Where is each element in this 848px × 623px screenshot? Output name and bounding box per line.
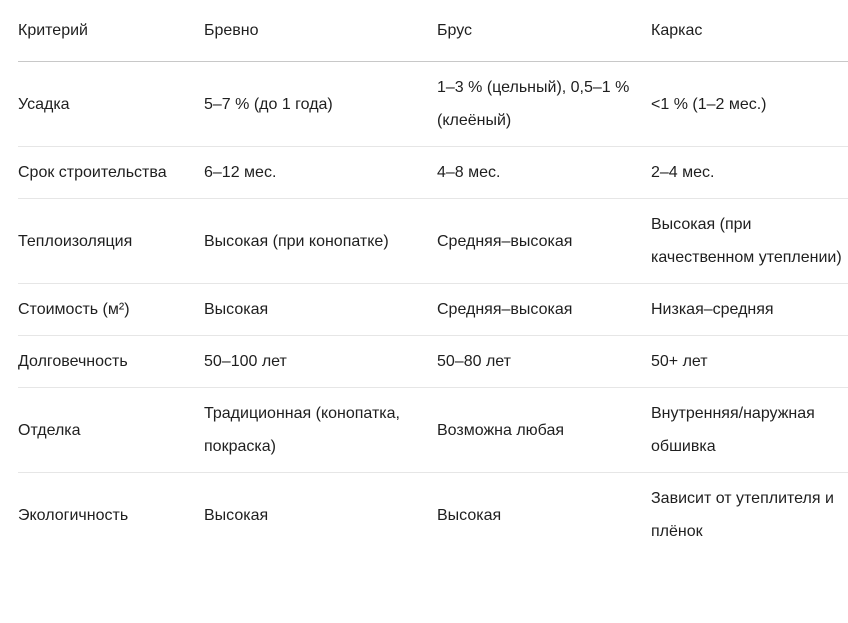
table-row [18, 199, 848, 284]
table-cell: Средняя–высокая [437, 199, 651, 284]
table-cell: Высокая (при конопатке) [204, 199, 437, 284]
row-label-cost: Стоимость (м²) [18, 284, 204, 336]
table-cell: Высокая (при качественном утеплении) [651, 199, 848, 284]
table-cell: 50–80 лет [437, 336, 651, 388]
table-cell: 5–7 % (до 1 года) [204, 62, 437, 147]
table-header-row [18, 0, 848, 62]
table-row [18, 62, 848, 147]
row-label-ecology: Экологичность [18, 506, 129, 524]
table-row [18, 284, 848, 336]
table-cell: 4–8 мес. [437, 147, 651, 199]
table-cell: 6–12 мес. [204, 147, 437, 199]
table-cell: Низкая–средняя [651, 284, 848, 336]
header-frame: Каркас [651, 0, 848, 62]
row-label-durability: Долговечность [18, 336, 204, 388]
table-cell: Высокая [204, 506, 269, 524]
table-cell: Зависит от утеплителя и плёнок [651, 490, 834, 540]
row-label-finishing: Отделка [18, 388, 204, 473]
table-row [18, 147, 848, 199]
table-row [18, 388, 848, 473]
header-criterion: Критерий [18, 0, 204, 62]
header-timber: Брус [437, 0, 651, 62]
table-cell: <1 % (1–2 мес.) [651, 62, 848, 147]
table-cell: 1–3 % (цельный), 0,5–1 % (клеёный) [437, 62, 651, 147]
table-cell: 50+ лет [651, 336, 848, 388]
row-label-shrinkage: Усадка [18, 62, 204, 147]
table-row [18, 473, 848, 558]
header-log: Бревно [204, 0, 437, 62]
table-cell: Внутренняя/наружная обшивка [651, 388, 848, 473]
table-cell: Возможна любая [437, 388, 651, 473]
table-cell: 2–4 мес. [651, 147, 848, 199]
table-row [18, 336, 848, 388]
row-label-insulation: Теплоизоляция [18, 199, 204, 284]
table-cell: Высокая [437, 506, 502, 524]
table-cell: 50–100 лет [204, 336, 437, 388]
table-cell: Традиционная (конопатка, покраска) [204, 388, 437, 473]
table-cell: Средняя–высокая [437, 284, 651, 336]
comparison-table [18, 0, 848, 557]
table-cell: Высокая [204, 284, 437, 336]
row-label-build-time: Срок строительства [18, 147, 204, 199]
comparison-table-container [18, 0, 848, 557]
